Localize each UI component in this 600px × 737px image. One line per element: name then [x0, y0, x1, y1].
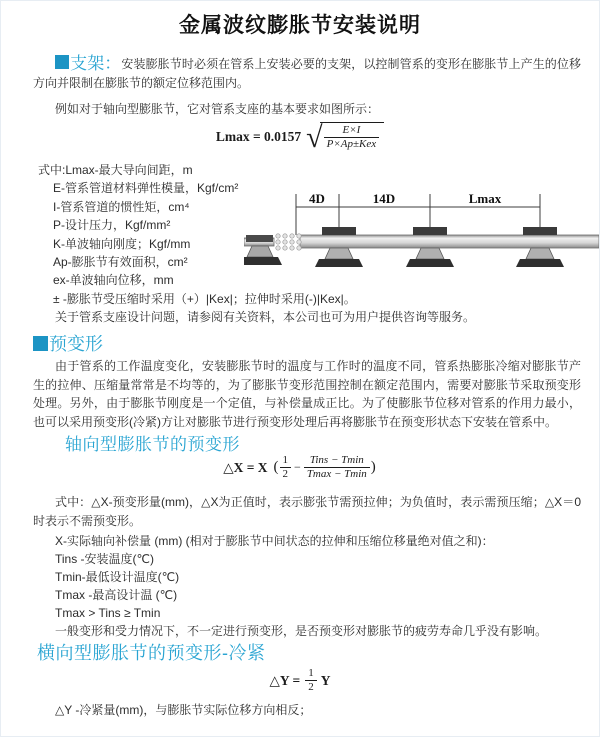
delta-y-formula-lhs: △Y =: [269, 672, 301, 688]
definition-line: P-设计压力，Kgf/mm²: [53, 218, 171, 233]
close-paren: ): [370, 459, 376, 476]
delta-x-formula: [1, 454, 599, 481]
definition-line: X-实际轴向补偿量 (mm) (相对于膨胀节中间状态的拉伸和压缩位移量绝对值之和)：: [55, 534, 494, 548]
dim-label-14d: 14D: [372, 191, 396, 206]
definition-line: E-管系管道材料弹性模量，Kgf/cm²: [53, 181, 239, 196]
page-title: 金属波纹膨胀节安装说明: [179, 14, 421, 37]
axial-note-paragraph: 式中：△X-预变形量(mm)，△X为正值时，表示膨张节需预拉伸；为负值时，表示需预压缩；△X＝0时表示不需预变形。: [33, 495, 581, 528]
definition-line: Ap-膨胀节有效面积，cm²: [53, 255, 188, 270]
support-intro-text: 安装膨胀节时必须在管系上安装必要的支架，以控制管系的变形在膨胀节上产生的位移方向并限制在膨胀节的额定位移范围内。: [33, 57, 581, 90]
section-heading-predeform: 预变形: [49, 334, 103, 354]
lmax-formula-lhs: Lmax = 0.0157: [215, 128, 302, 144]
radical-sign: √: [306, 120, 323, 154]
support-example-text: 例如对于轴向型膨胀节，它对管系支座的基本要求如图所示：: [55, 102, 380, 116]
definition-line: 一般变形和受力情况下，不一定进行预变形，是否预变形对膨胀节的疲劳寿命几乎没有影响。: [55, 624, 548, 638]
support-note-line: 关于管系支座设计问题，请参阅有关资料，本公司也可为用户提供咨询等服务。: [55, 310, 476, 325]
section-marker-icon: [33, 336, 48, 351]
delta-y-formula: [1, 667, 599, 694]
subsection-heading-axial: 轴向型膨胀节的预变形: [65, 435, 240, 454]
lmax-formula-numerator: E×I: [342, 124, 361, 136]
predeform-paragraph: 由于管系的工作温度变化，安装膨胀节时的温度与工作时的温度不同，管系热膨胀冷缩对膨胀节产生的拉伸、压缩量常常是不均等的，为了膨胀节变形范围控制在额定范围内，需要对膨胀节采取预变形处理。另外，由于膨胀节刚度是一个定值，与补偿量成正比。为了使膨胀节位移对管系的作用力最小，也可以采用预变形(冷紧)方让对膨胀节进行预变形处理后再将膨胀节在预变形状态下安装在管系中。: [33, 359, 581, 429]
delta-x-formula-lhs: △X = X: [223, 459, 268, 475]
definition-line: ± -膨胀节受压缩时采用（+）|Kex|；拉伸时采用(-)|Kex|。: [53, 291, 356, 306]
delta-y-formula-rhs: Y: [320, 672, 331, 688]
pipe-support-spacing-diagram: [244, 191, 599, 289]
anchor-support: [244, 235, 282, 265]
lmax-formula-radicand: [320, 122, 385, 151]
definition-line: K-单波轴向刚度；Kgf/mm: [53, 236, 191, 251]
temperature-fraction: $\frac{\text{Tins − Tmin}}{Tmax - Tmin}$: [304, 454, 370, 481]
section-marker-icon: [55, 55, 69, 69]
definition-line: Tins -安装温度(℃): [55, 552, 155, 566]
section-heading-support: 支架：: [70, 54, 122, 73]
subsection-heading-lateral: 横向型膨胀节的预变形-冷紧: [37, 643, 266, 663]
definition-line: I-管系管道的惯性矩，cm⁴: [53, 199, 190, 214]
support-section: [33, 55, 581, 92]
bellows-icon: [276, 234, 301, 250]
definition-line: Tmax > Tins ≥ Tmin: [55, 606, 161, 620]
definition-line: ex-单波轴向位移，mm: [53, 273, 174, 288]
definition-line: 式中:Lmax-最大导向间距，m: [38, 163, 193, 177]
one-half-fraction: $\frac{1}{2}$: [280, 454, 292, 481]
definition-line: Tmax -最高设计温 (℃): [55, 588, 178, 602]
dim-label-lmax: Lmax: [468, 191, 502, 206]
definition-line: Tmin-最低设计温度(℃): [55, 570, 180, 584]
predeform-section-heading: [33, 330, 103, 356]
open-paren: (: [273, 459, 279, 476]
one-half-fraction: $\frac{1}{2}$: [305, 667, 317, 694]
axial-definitions-list: [55, 532, 547, 640]
dim-label-4d: 4D: [309, 191, 325, 206]
minus-sign: −: [294, 460, 301, 475]
pipe: [300, 235, 599, 248]
lmax-formula-denominator: P×Ap±Kex: [324, 137, 380, 151]
lateral-note-line: △Y -冷紧量(mm)，与膨胀节实际位移方向相反；: [55, 703, 312, 717]
lmax-formula: [1, 120, 599, 154]
